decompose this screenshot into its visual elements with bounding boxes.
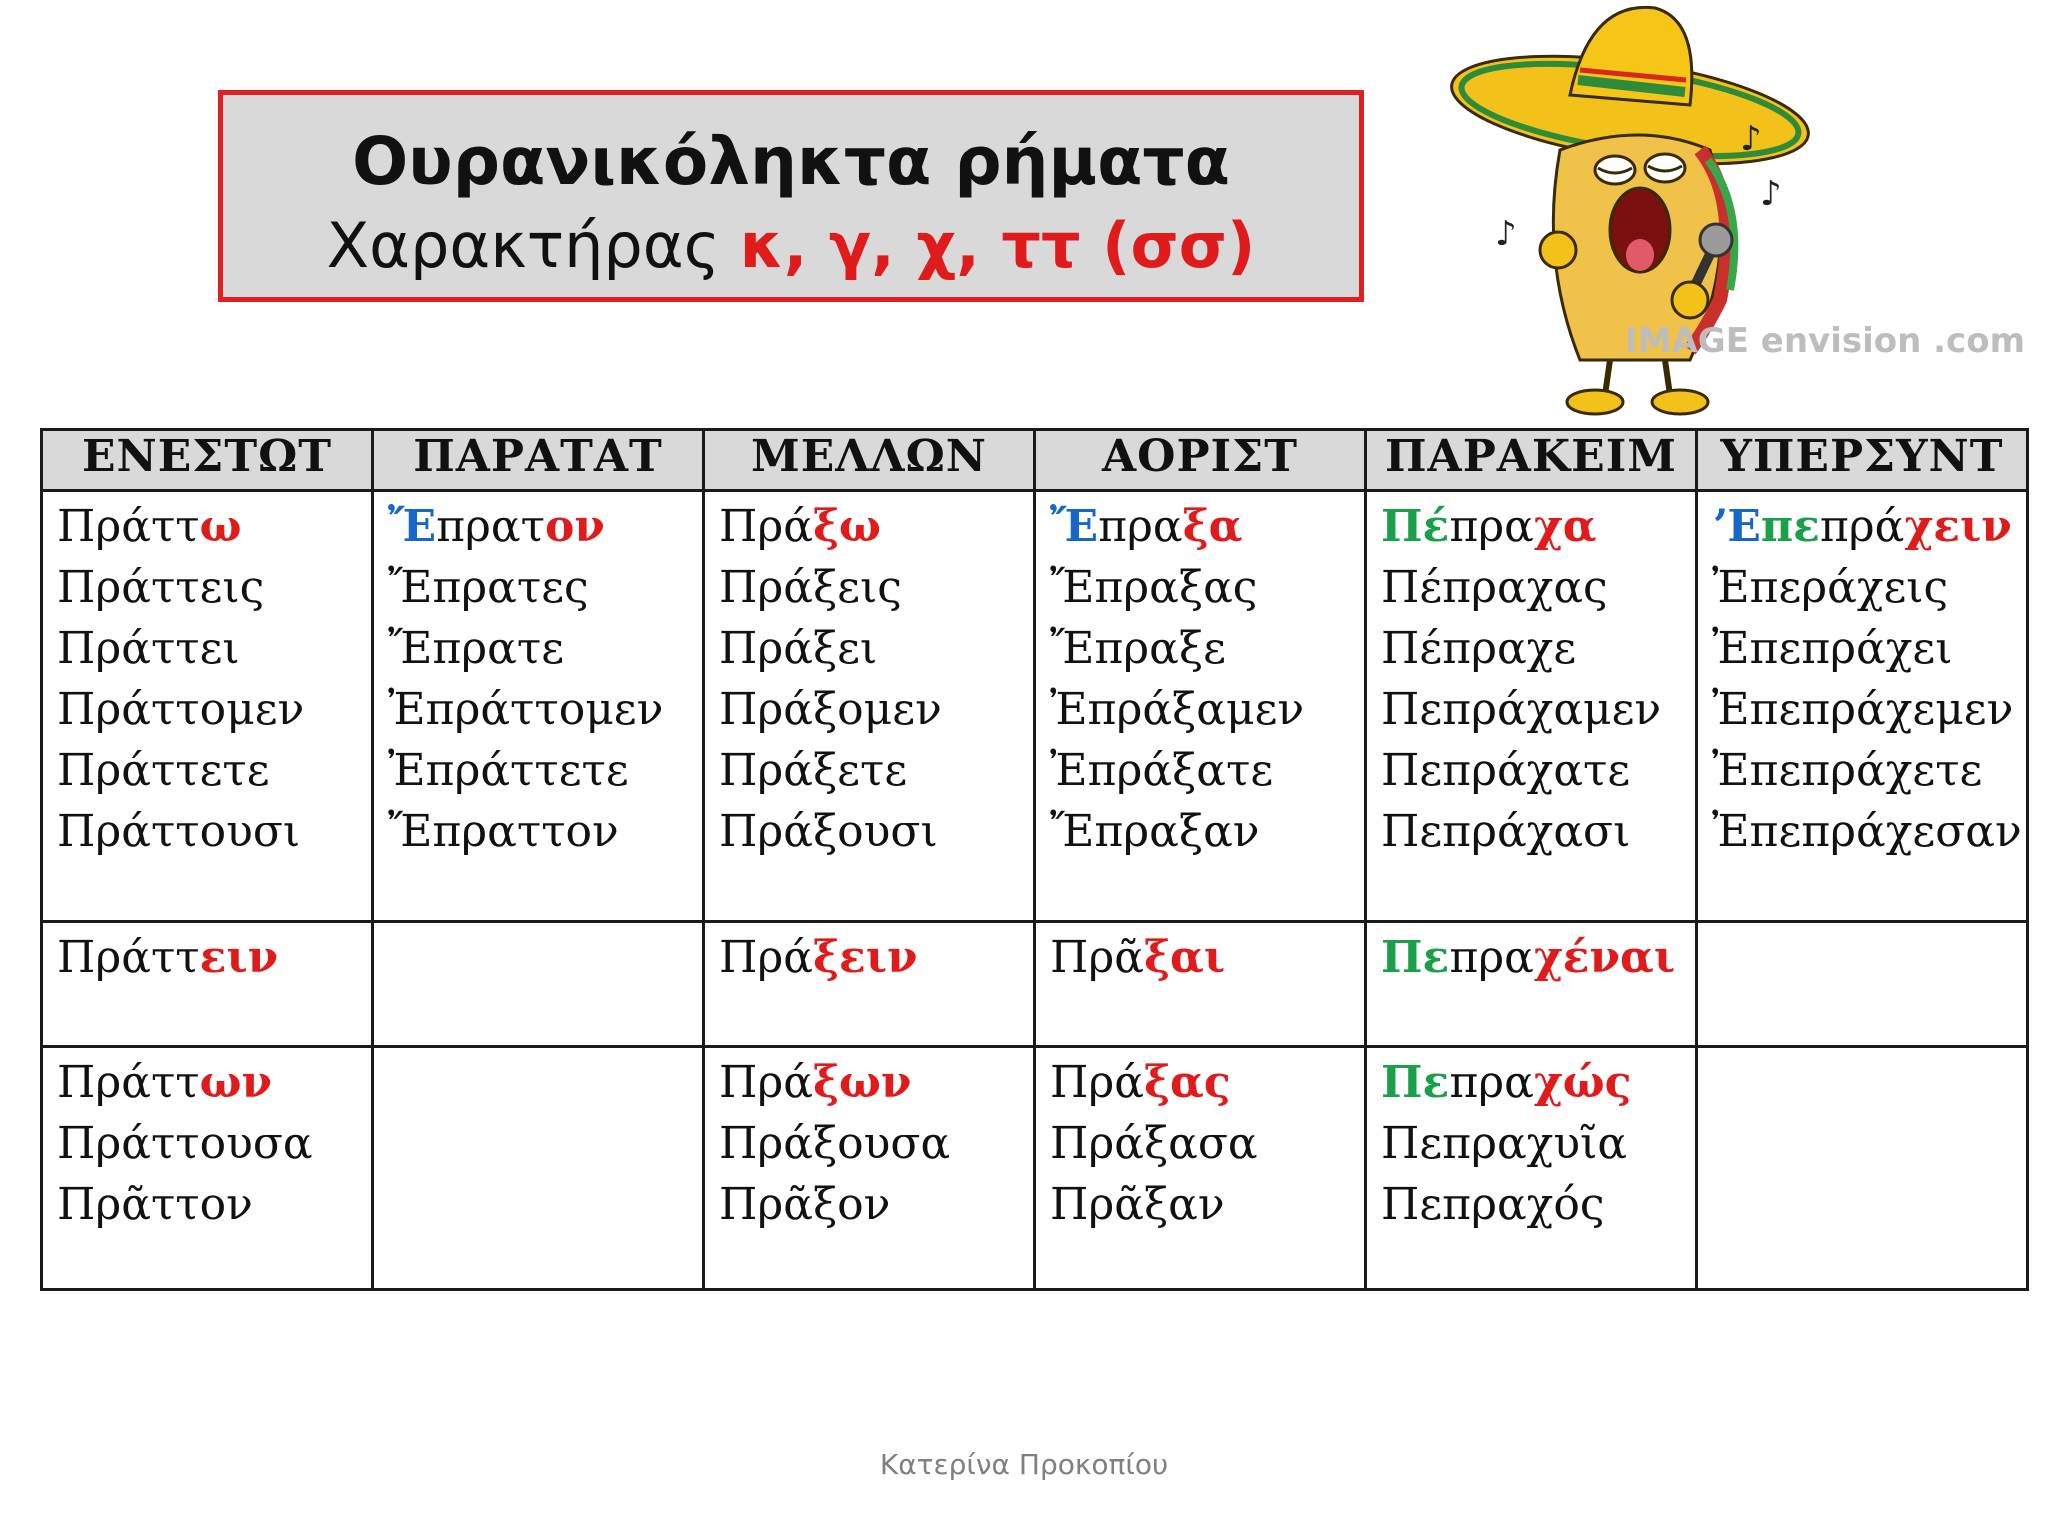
word-form: Πράξετε — [719, 745, 908, 796]
subtitle-highlight: κ, γ, χ, ττ (σσ) — [739, 208, 1256, 282]
word-form: Πεπραχέναι — [1381, 932, 1676, 983]
word-form: Ἐπράξατε — [1050, 745, 1274, 796]
header-mellon: ΜΕΛΛΩΝ — [704, 430, 1035, 491]
word-form: Ἔπρατες — [388, 562, 589, 613]
cell-paratatikos-participle-empty — [373, 1047, 704, 1290]
word-form: Πέπραχας — [1381, 562, 1608, 613]
svg-text:♪: ♪ — [1760, 174, 1782, 214]
cell-enestotas-forms — [42, 491, 373, 922]
cell-paratatikos-forms — [373, 491, 704, 922]
cell-parakeimenos-forms — [1366, 491, 1697, 922]
word-form: Πράττεις — [57, 562, 265, 613]
table-row-infinitive — [42, 922, 2028, 1047]
cell-parakeimenos-infinitive — [1366, 922, 1697, 1047]
word-form: Ἔπραξας — [1050, 562, 1258, 613]
word-form: Πράττω — [57, 501, 242, 552]
word-form: Πεπραχός — [1381, 1179, 1605, 1230]
singing-taco-mascot-icon — [1440, 0, 2025, 420]
word-form: Πέπραχε — [1381, 623, 1577, 674]
word-form: Ἔπραττον — [388, 806, 619, 857]
table-row-indicative — [42, 491, 2028, 922]
word-form: Ἐπράξαμεν — [1050, 684, 1305, 735]
svg-text:♪: ♪ — [1740, 119, 1762, 159]
word-form: Πράξουσι — [719, 806, 938, 857]
page-subtitle — [223, 204, 1359, 288]
word-form: Πέπραχα — [1381, 501, 1597, 552]
footer-author: Κατερίνα Προκοπίου — [879, 1448, 1169, 1481]
word-form: Ἐπράττομεν — [388, 684, 664, 735]
word-form: Πεπραχώς — [1381, 1057, 1632, 1108]
word-form: Ἐπεπράχεσαν — [1712, 806, 2022, 857]
cell-ypersyntelikos-participle-empty — [1697, 1047, 2028, 1290]
word-form: Ἐπράττετε — [388, 745, 629, 796]
word-form: Ἔπραξαν — [1050, 806, 1260, 857]
cell-aoristos-infinitive — [1035, 922, 1366, 1047]
word-form: Ἐπεράχεις — [1712, 562, 1949, 613]
word-form: Πρᾶξαι — [1050, 932, 1226, 983]
word-form: Πράξει — [719, 623, 878, 674]
word-form: Πράξουσα — [719, 1118, 951, 1169]
word-form: Πεπράχατε — [1381, 745, 1631, 796]
word-form: Ἔπρατε — [388, 623, 564, 674]
word-form: Πράττετε — [57, 745, 270, 796]
word-form: Πεπράχασι — [1381, 806, 1631, 857]
word-form: Ἐπεπράχεμεν — [1712, 684, 2014, 735]
word-form: Πράττειν — [57, 932, 279, 983]
cell-ypersyntelikos-infinitive-empty — [1697, 922, 2028, 1047]
word-form: Ἔπρατον — [388, 501, 605, 552]
word-form: Πράττουσα — [57, 1118, 313, 1169]
cell-mellon-participle — [704, 1047, 1035, 1290]
cell-aoristos-forms — [1035, 491, 1366, 922]
header-parakeimenos: ΠΑΡΑΚΕΙΜ — [1366, 430, 1697, 491]
table-header-row — [42, 430, 2028, 491]
cell-parakeimenos-participle — [1366, 1047, 1697, 1290]
word-form: ʼΕπεπράχειν — [1712, 501, 2012, 552]
cell-enestotas-infinitive — [42, 922, 373, 1047]
header-paratatikos: ΠΑΡΑΤΑΤ — [373, 430, 704, 491]
word-form: Πράττομεν — [57, 684, 305, 735]
subtitle-prefix: Χαρακτήρας — [326, 208, 740, 282]
watermark-logo: IMAGE envision .com — [1625, 321, 2025, 361]
cell-enestotas-participle — [42, 1047, 373, 1290]
word-form: Πράξων — [719, 1057, 912, 1108]
word-form: Πράξας — [1050, 1057, 1231, 1108]
word-form: Πεπράχαμεν — [1381, 684, 1662, 735]
word-form: Ἔπραξα — [1050, 501, 1243, 552]
word-form: Πράττει — [57, 623, 240, 674]
cell-ypersyntelikos-forms — [1697, 491, 2028, 922]
word-form: Πράττουσι — [57, 806, 301, 857]
word-form: Πρᾶξον — [719, 1179, 891, 1230]
word-form: Ἐπεπράχει — [1712, 623, 1953, 674]
word-form: Πράξομεν — [719, 684, 942, 735]
table-row-participle — [42, 1047, 2028, 1290]
word-form: Πεπραχυῖα — [1381, 1118, 1628, 1169]
page-title: Ουρανικόληκτα ρήματα — [352, 123, 1230, 200]
word-form: Ἐπεπράχετε — [1712, 745, 1983, 796]
header-enestotas: ΕΝΕΣΤΩΤ — [42, 430, 373, 491]
header-ypersyntelikos: ΥΠΕΡΣΥΝΤ — [1697, 430, 2028, 491]
word-form: Πράξειν — [719, 932, 918, 983]
verb-conjugation-table — [40, 428, 2029, 1291]
word-form: Πράξω — [719, 501, 881, 552]
word-form: Πρᾶξαν — [1050, 1179, 1225, 1230]
word-form: Πρᾶττον — [57, 1179, 253, 1230]
svg-text:♪: ♪ — [1495, 214, 1517, 254]
cell-mellon-forms — [704, 491, 1035, 922]
word-form: Πράττων — [57, 1057, 273, 1108]
header-aoristos: ΑΟΡΙΣΤ — [1035, 430, 1366, 491]
cell-paratatikos-infinitive-empty — [373, 922, 704, 1047]
title-box — [218, 90, 1364, 302]
word-form: Ἔπραξε — [1050, 623, 1226, 674]
cell-aoristos-participle — [1035, 1047, 1366, 1290]
word-form: Πράξασα — [1050, 1118, 1258, 1169]
cell-mellon-infinitive — [704, 922, 1035, 1047]
word-form: Πράξεις — [719, 562, 902, 613]
